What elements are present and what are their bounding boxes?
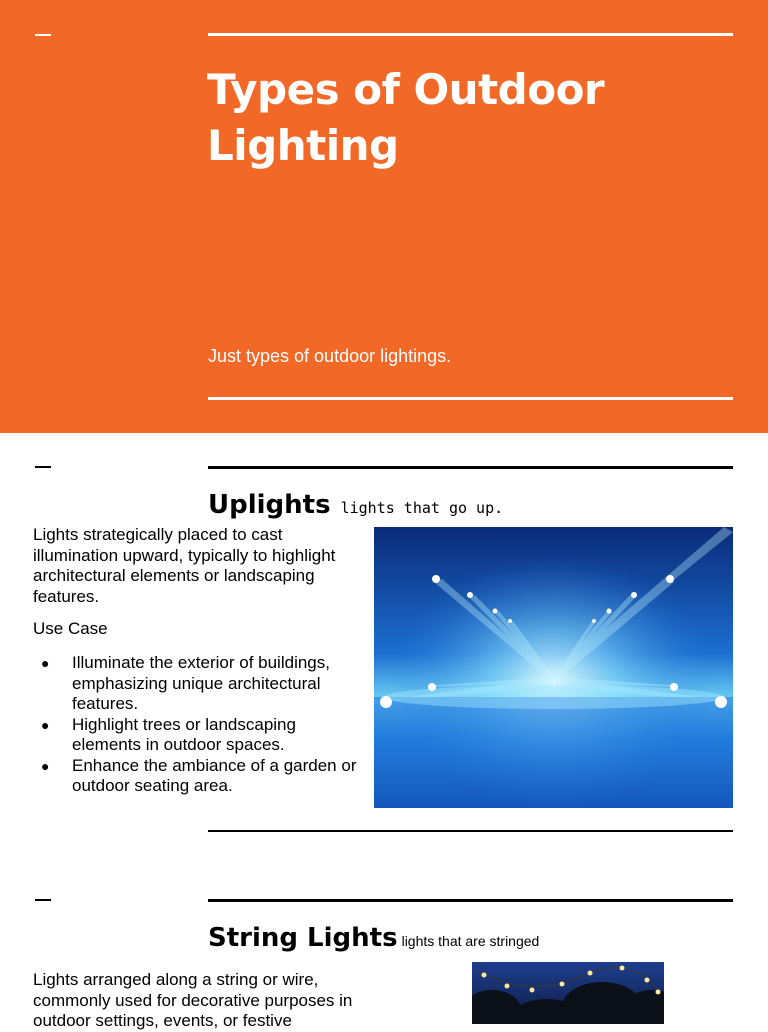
section-top-rule [208, 899, 733, 902]
section-description: Lights arranged along a string or wire, commonly used for decorative purposes in outdoor settings, events, or festive [33, 970, 353, 1030]
section-heading [208, 923, 539, 953]
banner-top-rule [208, 33, 733, 36]
stage-spotlights-image [374, 527, 733, 808]
section-dash [35, 899, 51, 901]
section-title: String Lights [208, 923, 398, 953]
section-tagline: lights that go up. [340, 499, 504, 517]
use-case-label: Use Case [33, 619, 108, 638]
section-description: Lights strategically placed to cast illumination upward, typically to highlight architectural elements or landscaping features. [33, 525, 336, 606]
section-tagline: lights that are stringed [401, 933, 540, 949]
list-item: ● Illuminate the exterior of buildings, emphasizing unique architectural features. [33, 653, 363, 715]
string-lights-image [472, 962, 664, 1024]
section-bottom-rule [208, 830, 733, 832]
list-item: ● Highlight trees or landscaping elements in outdoor spaces. [33, 715, 363, 756]
section-top-rule [208, 466, 733, 469]
banner-dash [35, 34, 51, 36]
list-item: ● Enhance the ambiance of a garden or outdoor seating area. [33, 756, 363, 797]
use-case-list [33, 653, 363, 797]
page-subtitle: Just types of outdoor lightings. [208, 346, 452, 366]
banner-bottom-rule [208, 397, 733, 400]
section-title: Uplights [208, 490, 331, 520]
section-dash [35, 466, 51, 468]
page-title: Types of Outdoor Lighting [207, 65, 605, 170]
section-heading [208, 490, 503, 520]
title-banner [0, 0, 768, 433]
